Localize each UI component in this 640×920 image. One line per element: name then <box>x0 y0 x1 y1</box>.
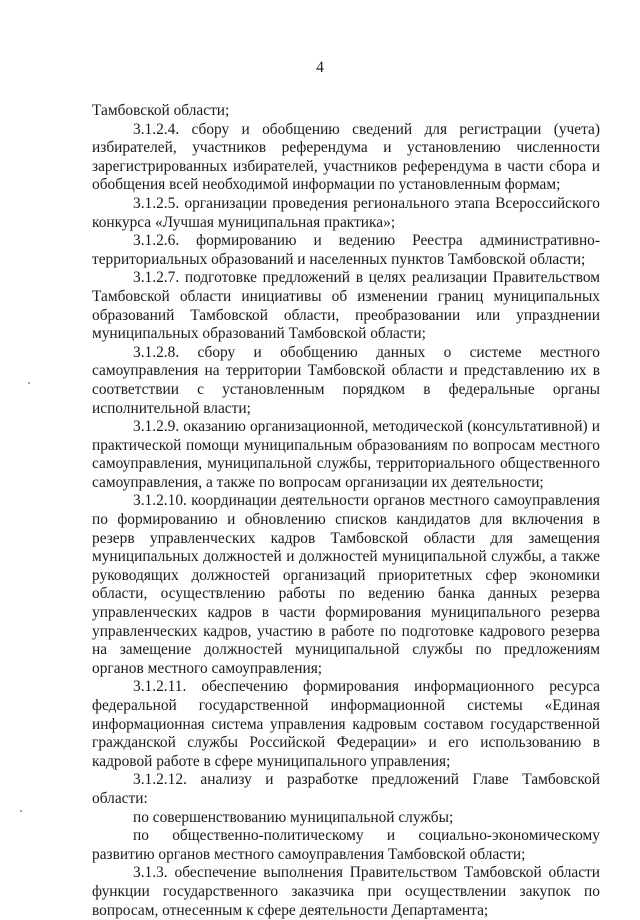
paragraph: 3.1.2.12. анализу и разработке предложений Главе Тамбовской области: <box>92 771 600 807</box>
paragraph: 3.1.2.4. сбору и обобщению сведений для регистрации (учета) избирателей, участников референдума и установлению численности зарегистрированных избирателей, участников референдума в части сбора и обобщения всей необходимой информации по установленным формам; <box>92 120 600 194</box>
page-number: 4 <box>316 59 324 76</box>
paragraph: 3.1.2.6. формированию и ведению Реестра административно-территориальных образований и населенных пунктов Тамбовской области; <box>92 232 600 268</box>
paragraph: 3.1.2.7. подготовке предложений в целях реализации Правительством Тамбовской области инициативы об изменении границ муниципальных образований Тамбовской области, преобразовании или упразднении муниципальных образований Тамбовской области; <box>92 269 600 343</box>
scan-speck <box>20 810 22 812</box>
paragraph: 3.1.3. обеспечение выполнения Правительством Тамбовской области функции государственного заказчика при осуществлении закупок по вопросам, отнесенным к сфере деятельности Департамента; <box>92 864 600 919</box>
document-body <box>92 102 600 920</box>
scan-speck <box>28 382 30 384</box>
scan-speck <box>566 268 567 269</box>
paragraph: Тамбовской области; <box>92 102 230 119</box>
paragraph: 3.1.2.5. организации проведения регионального этапа Всероссийского конкурса «Лучшая муниципальная практика»; <box>92 194 600 231</box>
paragraph: по совершенствованию муниципальной службы; <box>133 808 454 826</box>
paragraph: 3.1.2.8. сбору и обобщению данных о системе местного самоуправления на территории Тамбовской области и представлению их в соответствии с установленным порядком в федеральные органы исполнительной власти; <box>92 343 600 417</box>
paragraph: 3.1.2.9. оказанию организационной, методической (консультативной) и практической помощи муниципальным образованиям по вопросам местного самоуправления, муниципальной службы, территориального общественного самоуправления, а также по вопросам организации их деятельности; <box>92 418 600 491</box>
paragraph: 3.1.2.10. координации деятельности органов местного самоуправления по формированию и обновлению списков кандидатов для включения в резерв управленческих кадров Тамбовской области для замещения муниципальных должностей и должностей муниципальной службы, а также руководящих должностей организаций приоритетных сфер экономики области, осуществлению работы по ведению банка данных резерва управленческих кадров в части формирования муниципального резерва управленческих кадров, участию в работе по подготовке кадрового резерва на замещение должностей муниципальной службы по предложениям органов местного самоуправления; <box>92 492 600 677</box>
paragraph: 3.1.2.11. обеспечению формирования информационного ресурса федеральной государственной информационной системы «Единая информационная система управления кадровым составом государственной гражданской службы Российской Федерации» и его использованию в кадровой работе в сфере муниципального управления; <box>92 678 600 770</box>
paragraph: по общественно-политическому и социально-экономическому развитию органов местного самоуправления Тамбовской области; <box>92 827 600 863</box>
